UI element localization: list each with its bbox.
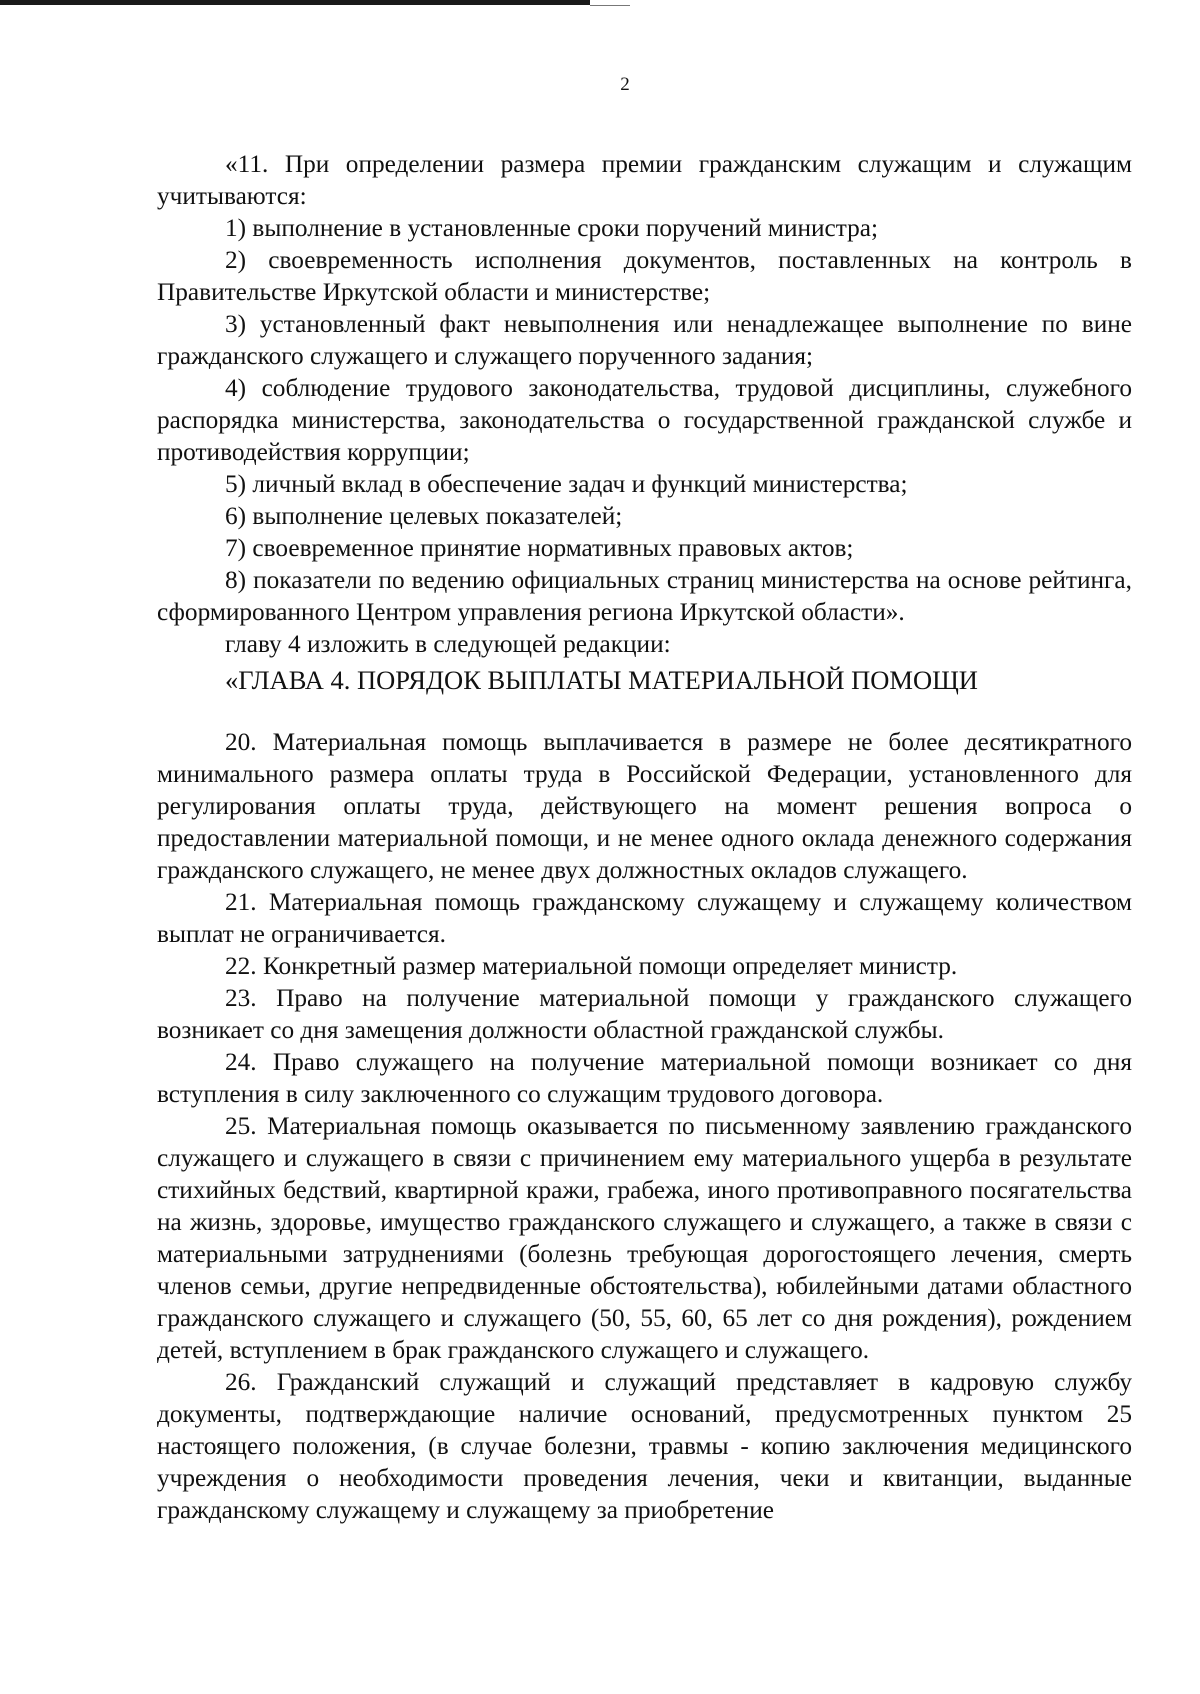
paragraph-item-20: 20. Материальная помощь выплачивается в размере не более десятикратного минимального размера оплаты труда в Российской Федерации, установленного для регулирования оплаты труда, действующего на момент решения вопроса о предоставлении материальной помощи, и не менее одного оклада денежного содержания гражданского служащего, не менее двух должностных окладов служащего. <box>157 728 1132 884</box>
list-item-4: 4) соблюдение трудового законодательства, трудовой дисциплины, служебного распорядка министерства, законодательства о государственной гражданской службе и противодействия коррупции; <box>157 374 1132 466</box>
chapter-heading: «ГЛАВА 4. ПОРЯДОК ВЫПЛАТЫ МАТЕРИАЛЬНОЙ ПОМОЩИ <box>225 665 978 695</box>
list-item-5: 5) личный вклад в обеспечение задач и функций министерства; <box>225 470 908 498</box>
list-item-1: 1) выполнение в установленные сроки поручений министра; <box>225 214 879 242</box>
list-item-3: 3) установленный факт невыполнения или ненадлежащее выполнение по вине гражданского служащего и служащего порученного задания; <box>157 310 1132 370</box>
document-body <box>157 148 1132 1526</box>
scan-edge-mark <box>0 0 590 5</box>
paragraph-item-25: 25. Материальная помощь оказывается по письменному заявлению гражданского служащего и служащего в связи с причинением ему материального ущерба в результате стихийных бедствий, квартирной кражи, грабежа, иного противоправного посягательства на жизнь, здоровье, имущество гражданского служащего и служащего, а также в связи с материальными затруднениями (болезнь требующая дорогостоящего лечения, смерть членов семьи, другие непредвиденные обстоятельства), юбилейными датами областного гражданского служащего и служащего (50, 55, 60, 65 лет со дня рождения), рождением детей, вступлением в брак гражданского служащего и служащего. <box>157 1112 1132 1364</box>
list-item-7: 7) своевременное принятие нормативных правовых актов; <box>225 534 854 562</box>
amendment-intro: главу 4 изложить в следующей редакции: <box>225 630 671 658</box>
paragraph-item-22: 22. Конкретный размер материальной помощи определяет министр. <box>225 952 958 980</box>
paragraph-item-21: 21. Материальная помощь гражданскому служащему и служащему количеством выплат не ограничивается. <box>157 888 1132 948</box>
scan-edge-line <box>590 5 630 6</box>
list-item-6: 6) выполнение целевых показателей; <box>225 502 623 530</box>
list-item-8: 8) показатели по ведению официальных страниц министерства на основе рейтинга, сформированного Центром управления региона Иркутской области». <box>157 566 1132 626</box>
paragraph-item-23: 23. Право на получение материальной помощи у гражданского служащего возникает со дня замещения должности областной гражданской службы. <box>157 984 1132 1044</box>
paragraph-item-11: «11. При определении размера премии гражданским служащим и служащим учитываются: <box>157 150 1132 210</box>
spacer <box>157 700 1132 726</box>
page-number: 2 <box>620 74 630 95</box>
paragraph-item-26: 26. Гражданский служащий и служащий представляет в кадровую службу документы, подтверждающие наличие оснований, предусмотренных пунктом 25 настоящего положения, (в случае болезни, травмы - копию заключения медицинского учреждения о необходимости проведения лечения, чеки и квитанции, выданные гражданскому служащему и служащему за приобретение <box>157 1368 1132 1524</box>
paragraph-item-24: 24. Право служащего на получение материальной помощи возникает со дня вступления в силу заключенного со служащим трудового договора. <box>157 1048 1132 1108</box>
list-item-2: 2) своевременность исполнения документов, поставленных на контроль в Правительстве Иркутской области и министерстве; <box>157 246 1132 306</box>
